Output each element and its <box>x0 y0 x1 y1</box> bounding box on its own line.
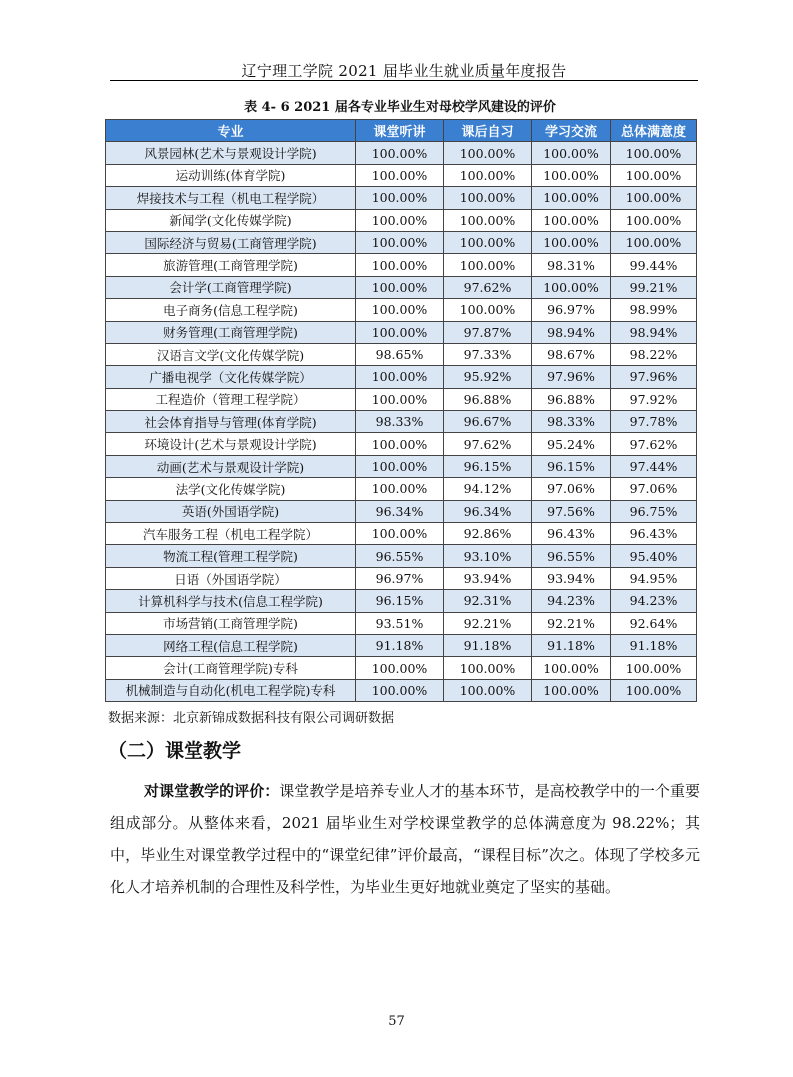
cell-exchange: 96.97% <box>532 299 611 321</box>
cell-exchange: 98.33% <box>532 411 611 433</box>
cell-self-study: 97.62% <box>444 276 532 298</box>
cell-exchange: 100.00% <box>532 657 611 679</box>
section-heading: （二）课堂教学 <box>108 740 242 762</box>
report-header: 辽宁理工学院 2021 届毕业生就业质量年度报告 <box>241 62 567 80</box>
column-header-overall: 总体满意度 <box>611 120 697 142</box>
cell-self-study: 100.00% <box>444 142 532 164</box>
cell-major: 财务管理(工商管理学院) <box>106 321 356 343</box>
cell-overall: 97.44% <box>611 455 697 477</box>
table-row <box>106 679 697 701</box>
table-row <box>106 500 697 522</box>
cell-self-study: 97.33% <box>444 343 532 365</box>
cell-major: 机械制造与自动化(机电工程学院)专科 <box>106 679 356 701</box>
table-row <box>106 254 697 276</box>
cell-major: 会计学(工商管理学院) <box>106 276 356 298</box>
cell-exchange: 97.56% <box>532 500 611 522</box>
cell-exchange: 100.00% <box>532 142 611 164</box>
cell-self-study: 100.00% <box>444 657 532 679</box>
cell-lecture: 100.00% <box>356 433 444 455</box>
table-row <box>106 455 697 477</box>
column-header-exchange: 学习交流 <box>532 120 611 142</box>
cell-major: 法学(文化传媒学院) <box>106 478 356 500</box>
table-row <box>106 523 697 545</box>
cell-overall: 100.00% <box>611 679 697 701</box>
cell-overall: 98.94% <box>611 321 697 343</box>
cell-self-study: 93.94% <box>444 567 532 589</box>
cell-exchange: 96.15% <box>532 455 611 477</box>
cell-lecture: 100.00% <box>356 657 444 679</box>
cell-major: 环境设计(艺术与景观设计学院) <box>106 433 356 455</box>
cell-major: 新闻学(文化传媒学院) <box>106 209 356 231</box>
cell-self-study: 97.62% <box>444 433 532 455</box>
cell-overall: 96.75% <box>611 500 697 522</box>
table-row <box>106 657 697 679</box>
cell-lecture: 100.00% <box>356 231 444 253</box>
cell-exchange: 94.23% <box>532 590 611 612</box>
cell-exchange: 96.55% <box>532 545 611 567</box>
cell-self-study: 100.00% <box>444 679 532 701</box>
cell-major: 国际经济与贸易(工商管理学院) <box>106 231 356 253</box>
cell-major: 计算机科学与技术(信息工程学院) <box>106 590 356 612</box>
cell-overall: 100.00% <box>611 164 697 186</box>
cell-lecture: 100.00% <box>356 299 444 321</box>
table-title: 表 4- 6 2021 届各专业毕业生对母校学风建设的评价 <box>244 100 556 115</box>
cell-overall: 100.00% <box>611 142 697 164</box>
column-header-major: 专业 <box>106 120 356 142</box>
table-row <box>106 634 697 656</box>
cell-lecture: 100.00% <box>356 254 444 276</box>
cell-self-study: 92.86% <box>444 523 532 545</box>
cell-lecture: 91.18% <box>356 634 444 656</box>
table-row <box>106 209 697 231</box>
cell-exchange: 100.00% <box>532 187 611 209</box>
cell-major: 电子商务(信息工程学院) <box>106 299 356 321</box>
table-row <box>106 276 697 298</box>
cell-overall: 94.23% <box>611 590 697 612</box>
table-row <box>106 164 697 186</box>
cell-overall: 91.18% <box>611 634 697 656</box>
cell-exchange: 100.00% <box>532 164 611 186</box>
cell-lecture: 100.00% <box>356 209 444 231</box>
cell-lecture: 93.51% <box>356 612 444 634</box>
cell-self-study: 94.12% <box>444 478 532 500</box>
cell-self-study: 100.00% <box>444 209 532 231</box>
cell-overall: 92.64% <box>611 612 697 634</box>
cell-major: 广播电视学（文化传媒学院） <box>106 366 356 388</box>
cell-self-study: 96.15% <box>444 455 532 477</box>
cell-major: 汽车服务工程（机电工程学院） <box>106 523 356 545</box>
cell-exchange: 97.06% <box>532 478 611 500</box>
table-row <box>106 366 697 388</box>
cell-lecture: 100.00% <box>356 321 444 343</box>
page-number: 57 <box>388 1014 405 1029</box>
cell-major: 风景园林(艺术与景观设计学院) <box>106 142 356 164</box>
cell-lecture: 100.00% <box>356 388 444 410</box>
cell-lecture: 100.00% <box>356 164 444 186</box>
table-row <box>106 545 697 567</box>
cell-lecture: 96.97% <box>356 567 444 589</box>
cell-self-study: 100.00% <box>444 164 532 186</box>
cell-self-study: 96.88% <box>444 388 532 410</box>
cell-self-study: 92.21% <box>444 612 532 634</box>
cell-major: 网络工程(信息工程学院) <box>106 634 356 656</box>
cell-exchange: 100.00% <box>532 276 611 298</box>
cell-self-study: 100.00% <box>444 299 532 321</box>
paragraph-lead: 对课堂教学的评价： <box>144 782 280 800</box>
cell-lecture: 100.00% <box>356 276 444 298</box>
cell-lecture: 96.55% <box>356 545 444 567</box>
cell-overall: 98.22% <box>611 343 697 365</box>
cell-exchange: 98.31% <box>532 254 611 276</box>
cell-self-study: 100.00% <box>444 254 532 276</box>
table-row <box>106 590 697 612</box>
cell-exchange: 96.88% <box>532 388 611 410</box>
cell-major: 社会体育指导与管理(体育学院) <box>106 411 356 433</box>
table-row <box>106 187 697 209</box>
evaluation-table <box>105 119 697 702</box>
cell-self-study: 96.34% <box>444 500 532 522</box>
cell-self-study: 93.10% <box>444 545 532 567</box>
cell-major: 动画(艺术与景观设计学院) <box>106 455 356 477</box>
cell-lecture: 96.34% <box>356 500 444 522</box>
cell-overall: 100.00% <box>611 231 697 253</box>
cell-lecture: 98.65% <box>356 343 444 365</box>
cell-lecture: 100.00% <box>356 523 444 545</box>
cell-lecture: 100.00% <box>356 455 444 477</box>
cell-overall: 94.95% <box>611 567 697 589</box>
cell-overall: 97.92% <box>611 388 697 410</box>
cell-lecture: 98.33% <box>356 411 444 433</box>
cell-major: 汉语言文学(文化传媒学院) <box>106 343 356 365</box>
cell-overall: 97.06% <box>611 478 697 500</box>
cell-major: 运动训练(体育学院) <box>106 164 356 186</box>
cell-self-study: 95.92% <box>444 366 532 388</box>
cell-self-study: 97.87% <box>444 321 532 343</box>
cell-overall: 97.96% <box>611 366 697 388</box>
cell-overall: 99.44% <box>611 254 697 276</box>
cell-exchange: 98.94% <box>532 321 611 343</box>
cell-overall: 100.00% <box>611 657 697 679</box>
cell-exchange: 91.18% <box>532 634 611 656</box>
paragraph-body: 课堂教学是培养专业人才的基本环节，是高校教学中的一个重要组成部分。从整体来看，2021 届毕业生对学校课堂教学的总体满意度为 98.22%；其中，毕业生对课堂教学过程中的“课堂纪律”评价最高，“课程目标”次之。体现了学校多元化人才培养机制的合理性及科学性，为毕业生更好地就业奠定了坚实的基础。 <box>110 782 700 896</box>
cell-overall: 95.40% <box>611 545 697 567</box>
column-header-self-study: 课后自习 <box>444 120 532 142</box>
cell-exchange: 100.00% <box>532 679 611 701</box>
table-row <box>106 567 697 589</box>
cell-overall: 97.78% <box>611 411 697 433</box>
cell-lecture: 100.00% <box>356 142 444 164</box>
cell-major: 日语（外国语学院） <box>106 567 356 589</box>
cell-major: 物流工程(管理工程学院) <box>106 545 356 567</box>
cell-self-study: 96.67% <box>444 411 532 433</box>
table-row <box>106 478 697 500</box>
cell-exchange: 100.00% <box>532 209 611 231</box>
table-row <box>106 433 697 455</box>
cell-major: 焊接技术与工程（机电工程学院） <box>106 187 356 209</box>
cell-lecture: 100.00% <box>356 187 444 209</box>
cell-exchange: 95.24% <box>532 433 611 455</box>
cell-overall: 100.00% <box>611 187 697 209</box>
cell-major: 会计(工商管理学院)专科 <box>106 657 356 679</box>
cell-overall: 100.00% <box>611 209 697 231</box>
cell-major: 工程造价（管理工程学院） <box>106 388 356 410</box>
cell-overall: 99.21% <box>611 276 697 298</box>
table-header-row <box>106 120 697 142</box>
cell-lecture: 96.15% <box>356 590 444 612</box>
cell-overall: 97.62% <box>611 433 697 455</box>
cell-self-study: 91.18% <box>444 634 532 656</box>
cell-lecture: 100.00% <box>356 366 444 388</box>
cell-self-study: 100.00% <box>444 187 532 209</box>
cell-exchange: 93.94% <box>532 567 611 589</box>
cell-major: 旅游管理(工商管理学院) <box>106 254 356 276</box>
cell-overall: 98.99% <box>611 299 697 321</box>
cell-lecture: 100.00% <box>356 679 444 701</box>
table-row <box>106 411 697 433</box>
table-body <box>106 142 697 702</box>
section-paragraph <box>110 775 700 903</box>
cell-exchange: 97.96% <box>532 366 611 388</box>
cell-exchange: 92.21% <box>532 612 611 634</box>
table-row <box>106 343 697 365</box>
table-row <box>106 299 697 321</box>
cell-self-study: 100.00% <box>444 231 532 253</box>
cell-exchange: 96.43% <box>532 523 611 545</box>
header-rule <box>110 80 698 81</box>
cell-exchange: 98.67% <box>532 343 611 365</box>
cell-major: 市场营销(工商管理学院) <box>106 612 356 634</box>
table-row <box>106 612 697 634</box>
cell-self-study: 92.31% <box>444 590 532 612</box>
data-source-note: 数据来源：北京新锦成数据科技有限公司调研数据 <box>108 711 395 726</box>
cell-lecture: 100.00% <box>356 478 444 500</box>
table-row <box>106 388 697 410</box>
table-row <box>106 231 697 253</box>
column-header-lecture: 课堂听讲 <box>356 120 444 142</box>
table-row <box>106 142 697 164</box>
cell-overall: 96.43% <box>611 523 697 545</box>
table-row <box>106 321 697 343</box>
cell-exchange: 100.00% <box>532 231 611 253</box>
cell-major: 英语(外国语学院) <box>106 500 356 522</box>
